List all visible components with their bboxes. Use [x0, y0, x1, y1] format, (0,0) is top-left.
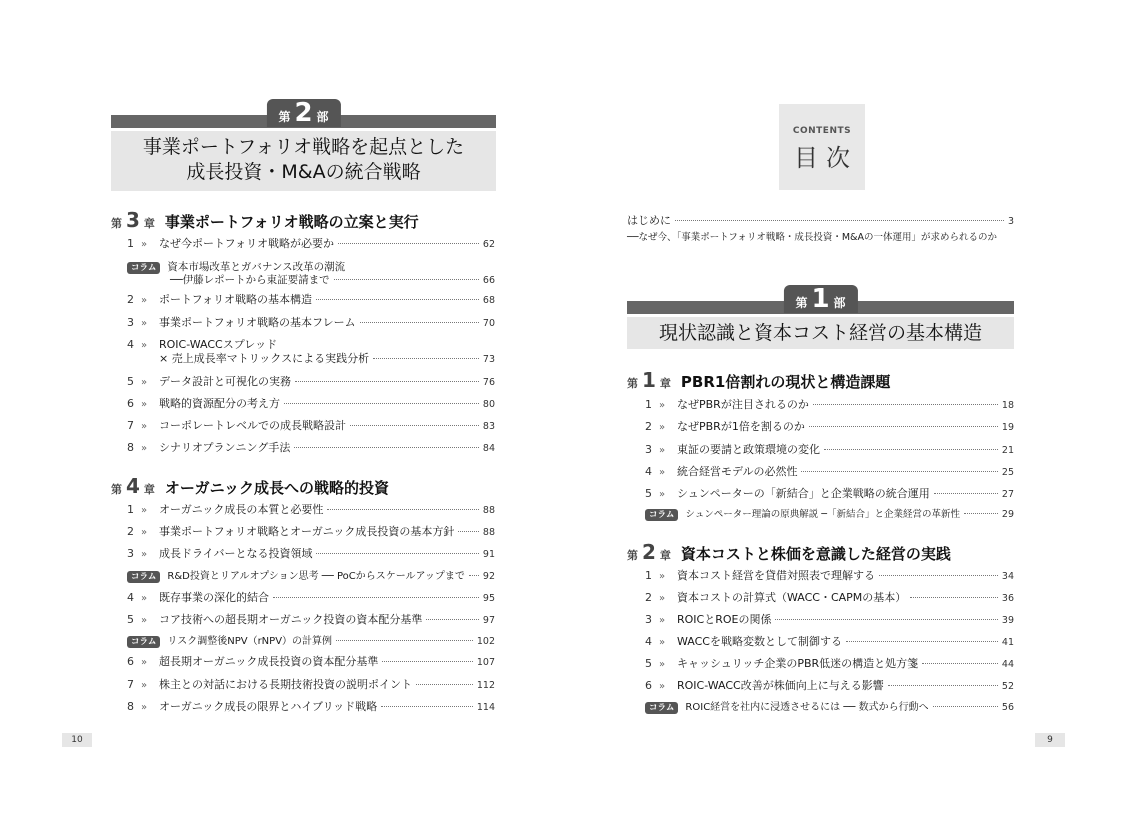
entry-page: 88 — [482, 527, 495, 538]
leader-dots — [809, 426, 998, 427]
leader-dots — [888, 685, 998, 686]
entry-number: 4 — [127, 338, 134, 351]
arrow-icon: » — [141, 549, 148, 560]
chapter-number: 1 — [642, 368, 656, 392]
entry-title: WACCを戦略変数として制御する — [677, 635, 842, 648]
entry-page: 21 — [1001, 445, 1014, 456]
toc-entry[interactable] — [127, 315, 495, 331]
arrow-icon: » — [141, 399, 148, 410]
arrow-icon: » — [659, 593, 666, 604]
part-number: 2 — [294, 98, 313, 128]
entry-page: 34 — [1001, 571, 1014, 582]
entry-title: シュンペーターの「新結合」と企業戦略の統合運用 — [677, 487, 930, 500]
entry-title: コア技術への超長期オーガニック投資の資本配分基準 — [159, 613, 423, 626]
leader-dots — [295, 381, 479, 382]
chapter-title: PBR1倍割れの現状と構造課題 — [680, 373, 891, 391]
entry-number: 8 — [127, 700, 134, 713]
part-prefix: 第 — [278, 110, 291, 124]
part-1-banner — [627, 285, 1014, 351]
entry-number: 3 — [127, 316, 134, 329]
toc-entry[interactable] — [645, 419, 1014, 435]
leader-dots — [775, 619, 997, 620]
entry-page: 62 — [482, 239, 495, 250]
toc-entry[interactable] — [645, 568, 1014, 584]
arrow-icon: » — [141, 657, 148, 668]
toc-column-entry[interactable] — [127, 634, 495, 650]
entry-title: ROIC-WACC改善が株価向上に与える影響 — [677, 679, 884, 692]
entry-subtitle: ──伊藤レポートから東証要請まで — [170, 274, 330, 286]
chapter-suffix: 章 — [143, 217, 155, 230]
part-number: 1 — [811, 284, 830, 314]
arrow-icon: » — [659, 467, 666, 478]
arrow-icon: » — [659, 422, 666, 433]
toc-entry[interactable] — [127, 292, 495, 308]
leader-dots — [416, 684, 473, 685]
entry-title: なぜ今ポートフォリオ戦略が必要か — [159, 237, 335, 250]
leader-dots — [382, 661, 473, 662]
chapter-prefix: 第 — [627, 549, 638, 562]
toc-column-entry[interactable] — [127, 569, 495, 585]
toc-entry[interactable] — [645, 397, 1014, 413]
entry-subtitle: × 売上成長率マトリックスによる実践分析 — [159, 352, 370, 365]
entry-title: シュンペーター理論の原典解説 ─「新結合」と企業経営の革新性 — [685, 509, 960, 520]
leader-dots — [846, 641, 998, 642]
chapter-suffix: 章 — [659, 377, 671, 390]
leader-dots — [458, 531, 479, 532]
entry-page: 80 — [482, 399, 495, 410]
entry-title: 株主との対話における長期技術投資の説明ポイント — [159, 678, 412, 691]
entry-number: 2 — [127, 525, 134, 538]
leader-dots — [360, 322, 479, 323]
arrow-icon: » — [659, 659, 666, 670]
entry-page: 114 — [476, 702, 495, 713]
entry-title: キャッシュリッチ企業のPBR低迷の構造と処方箋 — [677, 657, 919, 670]
entry-page: 97 — [482, 615, 495, 626]
entry-page: 95 — [482, 593, 495, 604]
arrow-icon: » — [141, 443, 148, 454]
toc-entry[interactable] — [127, 440, 495, 456]
entry-title: 東証の要請と政策環境の変化 — [677, 443, 820, 456]
toc-entry[interactable] — [127, 502, 495, 518]
leader-dots — [824, 449, 998, 450]
chapter-prefix: 第 — [111, 483, 122, 496]
right-page — [565, 0, 1130, 817]
entry-number: 1 — [127, 237, 134, 250]
entry-page: 73 — [482, 354, 495, 365]
entry-number: 5 — [645, 487, 652, 500]
leader-dots — [426, 619, 479, 620]
entry-page: 88 — [482, 505, 495, 516]
leader-dots — [964, 513, 998, 514]
toc-entry[interactable] — [127, 418, 495, 434]
entry-page: 27 — [1001, 489, 1014, 500]
part-suffix: 部 — [833, 296, 846, 310]
chapter-number: 3 — [126, 208, 140, 232]
entry-title: ROIC経営を社内に浸透させるには ── 数式から行動へ — [685, 702, 929, 713]
entry-page: 25 — [1001, 467, 1014, 478]
arrow-icon: » — [141, 377, 148, 388]
arrow-icon: » — [141, 702, 148, 713]
entry-number: 5 — [127, 613, 134, 626]
entry-title: データ設計と可視化の実務 — [159, 375, 291, 388]
toc-entry[interactable] — [645, 678, 1014, 694]
entry-page: 41 — [1001, 637, 1014, 648]
leader-dots — [316, 553, 478, 554]
toc-entry[interactable] — [127, 677, 495, 693]
leader-dots — [338, 243, 479, 244]
arrow-icon: » — [141, 505, 148, 516]
entry-title: リスク調整後NPV（rNPV）の計算例 — [167, 636, 333, 647]
entry-page: 102 — [476, 636, 495, 647]
arrow-icon: » — [141, 421, 148, 432]
leader-dots — [879, 575, 998, 576]
toc-entry[interactable] — [127, 612, 495, 628]
entry-page: 19 — [1001, 422, 1014, 433]
leader-dots — [316, 299, 479, 300]
arrow-icon: » — [659, 681, 666, 692]
leader-dots — [934, 493, 998, 494]
leader-dots — [922, 663, 998, 664]
entry-page: 84 — [482, 443, 495, 454]
chapter-suffix: 章 — [659, 549, 671, 562]
toc-entry-continuation[interactable] — [170, 272, 495, 288]
entry-title: 資本コストの計算式（WACC・CAPMの基本） — [677, 591, 907, 604]
page-number: 9 — [1035, 733, 1065, 747]
toc-entry[interactable] — [127, 396, 495, 412]
part-title — [111, 131, 496, 191]
entry-number: 2 — [127, 293, 134, 306]
column-badge: コラム — [127, 571, 160, 583]
toc-column-entry[interactable] — [645, 507, 1014, 523]
part-number-tab — [783, 285, 857, 313]
entry-title: 成長ドライバーとなる投資領域 — [159, 547, 313, 560]
entry-page: 29 — [1001, 509, 1014, 520]
column-badge: コラム — [127, 262, 160, 274]
entry-title: ROIC-WACCスプレッド — [159, 338, 278, 351]
intro-subtitle: ──なぜ今、「事業ポートフォリオ戦略・成長投資・M&Aの一体運用」が求められるのか — [627, 232, 997, 243]
entry-title: 統合経営モデルの必然性 — [677, 465, 798, 478]
toc-entry[interactable] — [127, 699, 495, 715]
toc-column-entry[interactable] — [645, 700, 1014, 716]
entry-number: 5 — [645, 657, 652, 670]
entry-title: R&D投資とリアルオプション思考 ── PoCからスケールアップまで — [167, 571, 465, 582]
entry-page: 70 — [482, 318, 495, 329]
entry-page: 107 — [476, 657, 495, 668]
leader-dots — [933, 706, 998, 707]
entry-number: 8 — [127, 441, 134, 454]
chapter-4-heading[interactable] — [111, 474, 389, 496]
entry-number: 1 — [645, 398, 652, 411]
entry-title: なぜPBRが注目されるのか — [677, 398, 809, 411]
entry-number: 4 — [645, 465, 652, 478]
leader-dots — [273, 597, 479, 598]
entry-page: 66 — [482, 275, 495, 286]
column-badge: コラム — [645, 509, 678, 521]
chapter-suffix: 章 — [143, 483, 155, 496]
arrow-icon: » — [141, 593, 148, 604]
chapter-2-heading[interactable] — [627, 540, 951, 562]
arrow-icon: » — [659, 445, 666, 456]
leader-dots — [327, 509, 479, 510]
entry-number: 1 — [645, 569, 652, 582]
chapter-3-heading[interactable] — [111, 208, 419, 230]
part-2-banner — [111, 99, 496, 189]
entry-number: 4 — [127, 591, 134, 604]
entry-page: 68 — [482, 295, 495, 306]
leader-dots — [334, 279, 479, 280]
part-suffix: 部 — [316, 110, 329, 124]
entry-number: 2 — [645, 420, 652, 433]
leader-dots — [381, 706, 473, 707]
entry-number: 6 — [127, 397, 134, 410]
column-badge: コラム — [645, 702, 678, 714]
entry-number: 3 — [127, 547, 134, 560]
entry-title: オーガニック成長の本質と必要性 — [159, 503, 324, 516]
toc-entry[interactable] — [645, 464, 1014, 480]
entry-page: 92 — [482, 571, 495, 582]
entry-number: 2 — [645, 591, 652, 604]
part-prefix: 第 — [795, 296, 808, 310]
entry-page: 112 — [476, 680, 495, 691]
toc-entry[interactable] — [645, 612, 1014, 628]
arrow-icon: » — [141, 615, 148, 626]
entry-title: ポートフォリオ戦略の基本構造 — [159, 293, 313, 306]
leader-dots — [350, 425, 479, 426]
entry-number: 7 — [127, 419, 134, 432]
entry-page: 52 — [1001, 681, 1014, 692]
entry-page: 18 — [1001, 400, 1014, 411]
chapter-title: 事業ポートフォリオ戦略の立案と実行 — [164, 213, 419, 231]
contents-heading — [779, 104, 865, 190]
entry-page: 36 — [1001, 593, 1014, 604]
entry-title: 資本コスト経営を貸借対照表で理解する — [677, 569, 875, 582]
part-title-line1: 事業ポートフォリオ戦略を起点とした — [142, 136, 465, 158]
contents-jp-label: 目次 — [794, 144, 858, 172]
arrow-icon: » — [659, 571, 666, 582]
toc-entry[interactable] — [127, 374, 495, 390]
leader-dots — [469, 575, 479, 576]
entry-number: 4 — [645, 635, 652, 648]
toc-entry[interactable] — [127, 546, 495, 562]
entry-page: 83 — [482, 421, 495, 432]
leader-dots — [373, 358, 479, 359]
entry-number: 6 — [127, 655, 134, 668]
entry-page: 76 — [482, 377, 495, 388]
entry-page: 39 — [1001, 615, 1014, 626]
contents-en-label: CONTENTS — [792, 126, 852, 136]
entry-number: 3 — [645, 443, 652, 456]
leader-dots — [675, 220, 1004, 221]
leader-dots — [336, 640, 473, 641]
chapter-prefix: 第 — [627, 377, 638, 390]
chapter-title: オーガニック成長への戦略的投資 — [164, 479, 390, 497]
part-title: 現状認識と資本コスト経営の基本構造 — [627, 317, 1014, 349]
toc-entry[interactable] — [127, 524, 495, 540]
toc-entry-continuation[interactable] — [159, 351, 495, 367]
entry-title: オーガニック成長の限界とハイブリッド戦略 — [159, 700, 378, 713]
toc-entry[interactable] — [127, 236, 495, 252]
entry-title: なぜPBRが1倍を割るのか — [677, 420, 805, 433]
chapter-prefix: 第 — [111, 217, 122, 230]
leader-dots — [284, 403, 479, 404]
toc-entry[interactable] — [645, 634, 1014, 650]
entry-title: 事業ポートフォリオ戦略とオーガニック成長投資の基本方針 — [159, 525, 455, 538]
part-title-line2: 成長投資・M&Aの統合戦略 — [186, 161, 421, 183]
leader-dots — [294, 447, 479, 448]
arrow-icon: » — [141, 295, 148, 306]
entry-number: 6 — [645, 679, 652, 692]
arrow-icon: » — [141, 318, 148, 329]
toc-entry[interactable] — [645, 590, 1014, 606]
leader-dots — [910, 597, 998, 598]
leader-dots — [801, 471, 997, 472]
intro-title: はじめに — [627, 214, 671, 227]
entry-page: 56 — [1001, 702, 1014, 713]
entry-page: 3 — [1007, 216, 1014, 227]
toc-intro-entry[interactable] — [627, 213, 1014, 229]
entry-title: シナリオプランニング手法 — [159, 441, 291, 454]
entry-title: 戦略的資源配分の考え方 — [159, 397, 280, 410]
entry-title: ROICとROEの関係 — [677, 613, 772, 626]
arrow-icon: » — [659, 489, 666, 500]
entry-title: 資本市場改革とガバナンス改革の潮流 — [167, 261, 346, 273]
entry-title: 事業ポートフォリオ戦略の基本フレーム — [159, 316, 356, 329]
entry-title: 超長期オーガニック成長投資の資本配分基準 — [159, 655, 379, 668]
chapter-1-heading[interactable] — [627, 368, 890, 390]
toc-entry[interactable] — [645, 486, 1014, 502]
toc-entry[interactable] — [645, 656, 1014, 672]
arrow-icon: » — [659, 400, 666, 411]
column-badge: コラム — [127, 636, 160, 648]
toc-entry[interactable] — [127, 654, 495, 670]
entry-number: 3 — [645, 613, 652, 626]
arrow-icon: » — [141, 527, 148, 538]
page-number: 10 — [62, 733, 92, 747]
entry-title: コーポレートレベルでの成長戦略設計 — [159, 419, 346, 432]
chapter-number: 2 — [642, 540, 656, 564]
leader-dots — [813, 404, 998, 405]
arrow-icon: » — [659, 615, 666, 626]
chapter-number: 4 — [126, 474, 140, 498]
entry-page: 91 — [482, 549, 495, 560]
entry-title: 既存事業の深化的結合 — [159, 591, 269, 604]
entry-number: 1 — [127, 503, 134, 516]
arrow-icon: » — [141, 340, 148, 351]
part-number-tab — [266, 99, 340, 127]
arrow-icon: » — [141, 239, 148, 250]
chapter-title: 資本コストと株価を意識した経営の実践 — [680, 545, 951, 563]
toc-entry[interactable] — [645, 442, 1014, 458]
arrow-icon: » — [659, 637, 666, 648]
entry-page: 44 — [1001, 659, 1014, 670]
toc-entry[interactable] — [127, 590, 495, 606]
entry-number: 5 — [127, 375, 134, 388]
entry-number: 7 — [127, 678, 134, 691]
arrow-icon: » — [141, 680, 148, 691]
